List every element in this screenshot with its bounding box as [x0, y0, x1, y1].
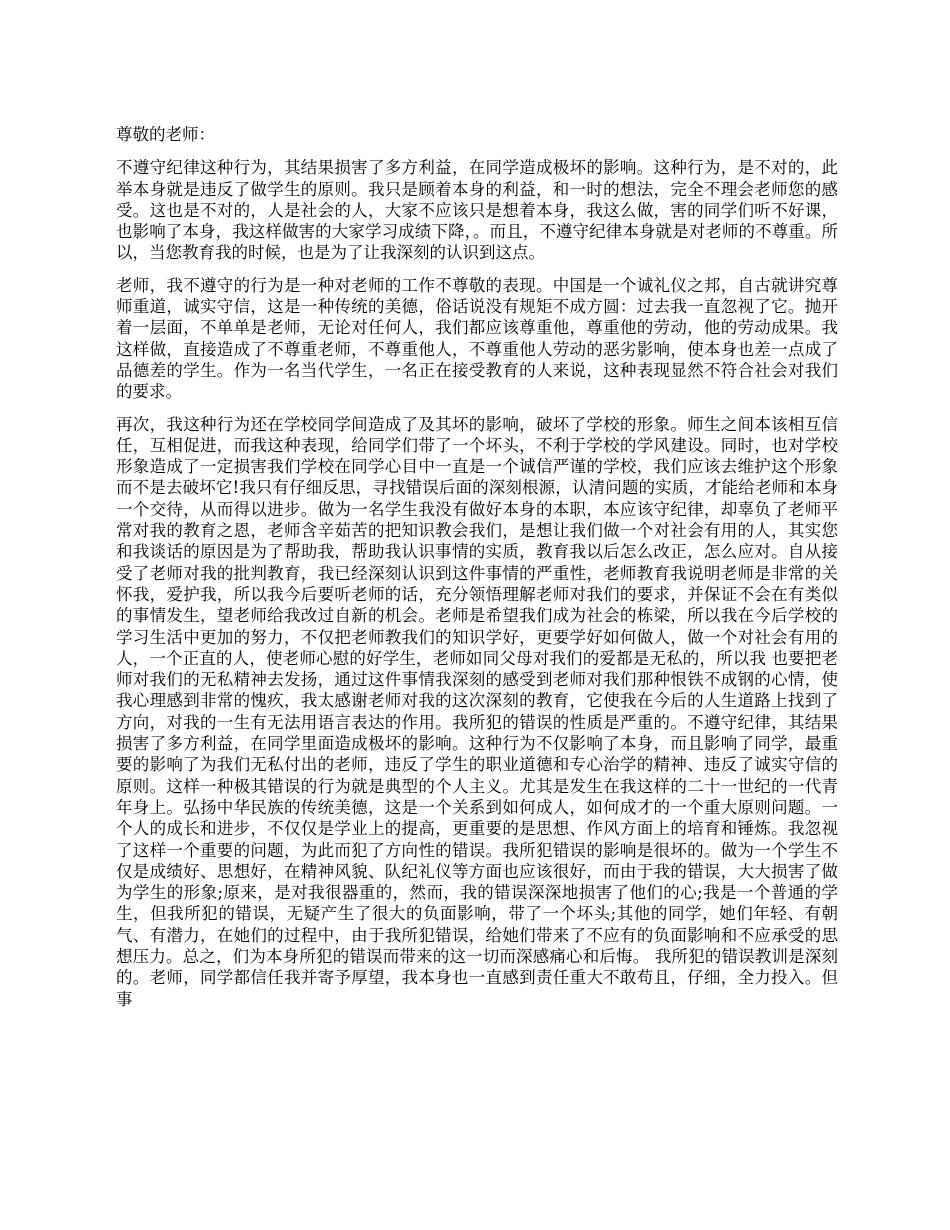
- letter-body: [116, 124, 838, 1010]
- salutation: 尊敬的老师：: [116, 125, 215, 144]
- paragraph-2: 老师，我不遵守的行为是一种对老师的工作不尊敬的表现。中国是一个诚礼仪之邦，自古就讲究尊师重道，诚实守信，这是一种传统的美德，俗话说没有规矩不成方圆：过去我一直忽视了它。抛开着一层面，不单单是老师，无论对任何人，我们都应该尊重他，尊重他的劳动，他的劳动成果。我这样做，直接造成了不尊重老师，不尊重他人，不尊重他人劳动的恶劣影响，使本身也差一点成了品德差的学生。作为一名当代学生，一名正在接受教育的人来说，这种表现显然不符合社会对我们的要求。: [116, 275, 838, 402]
- paragraph-3: 再次，我这种行为还在学校同学间造成了及其坏的影响，破坏了学校的形象。师生之间本该相互信任，互相促进，而我这种表现，给同学们带了一个坏头，不利于学校的学风建设。同时，也对学校形象造成了一定损害我们学校在同学心目中一直是一个诚信严谨的学校，我们应该去维护这个形象而不是去破坏它!我只有仔细反思，寻找错误后面的深刻根源，认清问题的实质，才能给老师和本身一个交待，从而得以进步。做为一名学生我没有做好本身的本职，本应该守纪律，却辜负了老师平常对我的教育之恩，老师含辛茹苦的把知识教会我们，是想让我们做一个对社会有用的人，其实您和我谈话的原因是为了帮助我，帮助我认识事情的实质，教育我以后怎么改正，怎么应对。自从接受了老师对我的批判教育，我已经深刻认识到这件事情的严重性，老师教育我说明老师是非常的关怀我，爱护我，所以我今后要听老师的话，充分领悟理解老师对我们的要求，并保证不会在有类似的事情发生，望老师给我改过自新的机会。老师是希望我们成为社会的栋梁，所以我在今后学校的学习生活中更加的努力，不仅把老师教我们的知识学好，更要学好如何做人，做一个对社会有用的人，一个正直的人，使老师心慰的好学生，老师如同父母对我们的爱都是无私的，所以我 也要把老师对我们的无私精神去发扬，通过这件事情我深刻的感受到老师对我们那种恨铁不成钢的心情，使我心理感到非常的愧疚，我太感谢老师对我的这次深刻的教育，它使我在今后的人生道路上找到了方向，对我的一生有无法用语言表达的作用。我所犯的错误的性质是严重的。不遵守纪律，其结果损害了多方利益，在同学里面造成极坏的影响。这种行为不仅影响了本身，而且影响了同学，最重要的影响了为我们无私付出的老师，违反了学生的职业道德和专心治学的精神、违反了诚实守信的原则。这样一种极其错误的行为就是典型的个人主义。尤其是发生在我这样的二十一世纪的一代青年身上。弘扬中华民族的传统美德，这是一个关系到如何成人，如何成才的一个重大原则问题。一个人的成长和进步，不仅仅是学业上的提高，更重要的是思想、作风方面上的培育和锤炼。我忽视了这样一个重要的问题，为此而犯了方向性的错误。我所犯错误的影响是很坏的。做为一个学生不仅是成绩好、思想好，在精神风貌、队纪礼仪等方面也应该很好，而由于我的错误，大大损害了做为学生的形象;原来，是对我很器重的，然而，我的错误深深地损害了他们的心;我是一个普通的学生，但我所犯的错误，无疑产生了很大的负面影响，带了一个坏头;其他的同学，她们年轻、有朝气、有潜力，在她们的过程中，由于我所犯错误，给她们带来了不应有的负面影响和不应承受的思想压力。总之，们为本身所犯的错误而带来的这一切而深感痛心和后悔。 我所犯的错误教训是深刻的。老师，同学都信任我并寄予厚望，我本身也一直感到责任重大不敢苟且，仔细，全力投入。但事: [116, 414, 838, 1009]
- paragraph-1: 不遵守纪律这种行为，其结果损害了多方利益，在同学造成极坏的影响。这种行为，是不对的，此举本身就是违反了做学生的原则。我只是顾着本身的利益，和一时的想法，完全不理会老师您的感受。这也是不对的，人是社会的人，大家不应该只是想着本身，我这么做，害的同学们听不好课，也影响了本身，我这样做害的大家学习成绩下降，。而且，不遵守纪律本身就是对老师的不尊重。所以，当您教育我的时候，也是为了让我深刻的认识到这点。: [116, 158, 838, 263]
